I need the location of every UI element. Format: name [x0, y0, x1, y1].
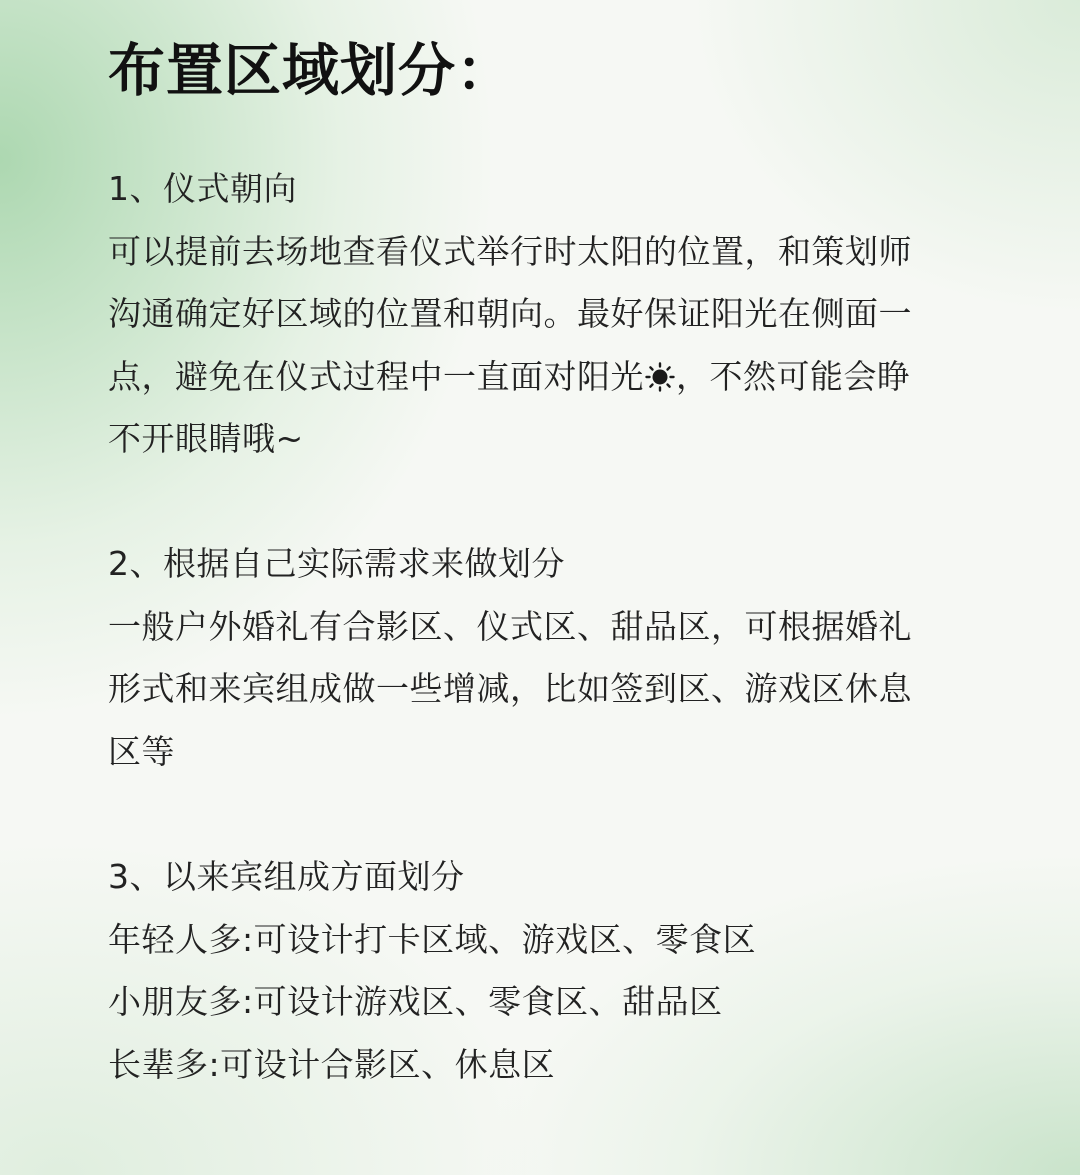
paragraph-line: 沟通确定好区域的位置和朝向。最好保证阳光在侧面一 — [108, 294, 912, 333]
sun-icon — [645, 362, 675, 392]
section-heading: 3、以来宾组成方面划分 — [108, 857, 465, 896]
list-item: 小朋友多:可设计游戏区、零食区、甜品区 — [108, 982, 723, 1021]
paragraph-text: 点，避免在仪式过程中一直面对阳光 — [108, 356, 644, 396]
page-title: 布置区域划分： — [108, 38, 514, 104]
list-item: 长辈多:可设计合影区、休息区 — [108, 1044, 556, 1084]
paragraph-line: 可以提前去场地查看仪式举行时太阳的位置，和策划师 — [108, 231, 912, 271]
paragraph-line: 一般户外婚礼有合影区、仪式区、甜品区，可根据婚礼 — [108, 606, 912, 646]
paragraph-text: ，不然可能会睁 — [676, 356, 911, 396]
section-heading: 1、仪式朝向 — [108, 169, 297, 208]
paragraph-line: 不开眼睛哦~ — [108, 419, 304, 458]
paragraph-line: 形式和来宾组成做一些增减，比如签到区、游戏区休息 — [108, 669, 912, 708]
paragraph-line: 区等 — [108, 731, 175, 771]
section-heading: 2、根据自己实际需求来做划分 — [108, 544, 565, 583]
section-guest-composition — [108, 846, 968, 1096]
section-ceremony-orientation — [108, 158, 968, 471]
section-actual-needs — [108, 533, 968, 783]
list-item: 年轻人多:可设计打卡区域、游戏区、零食区 — [108, 919, 757, 959]
paragraph-line — [108, 346, 968, 409]
